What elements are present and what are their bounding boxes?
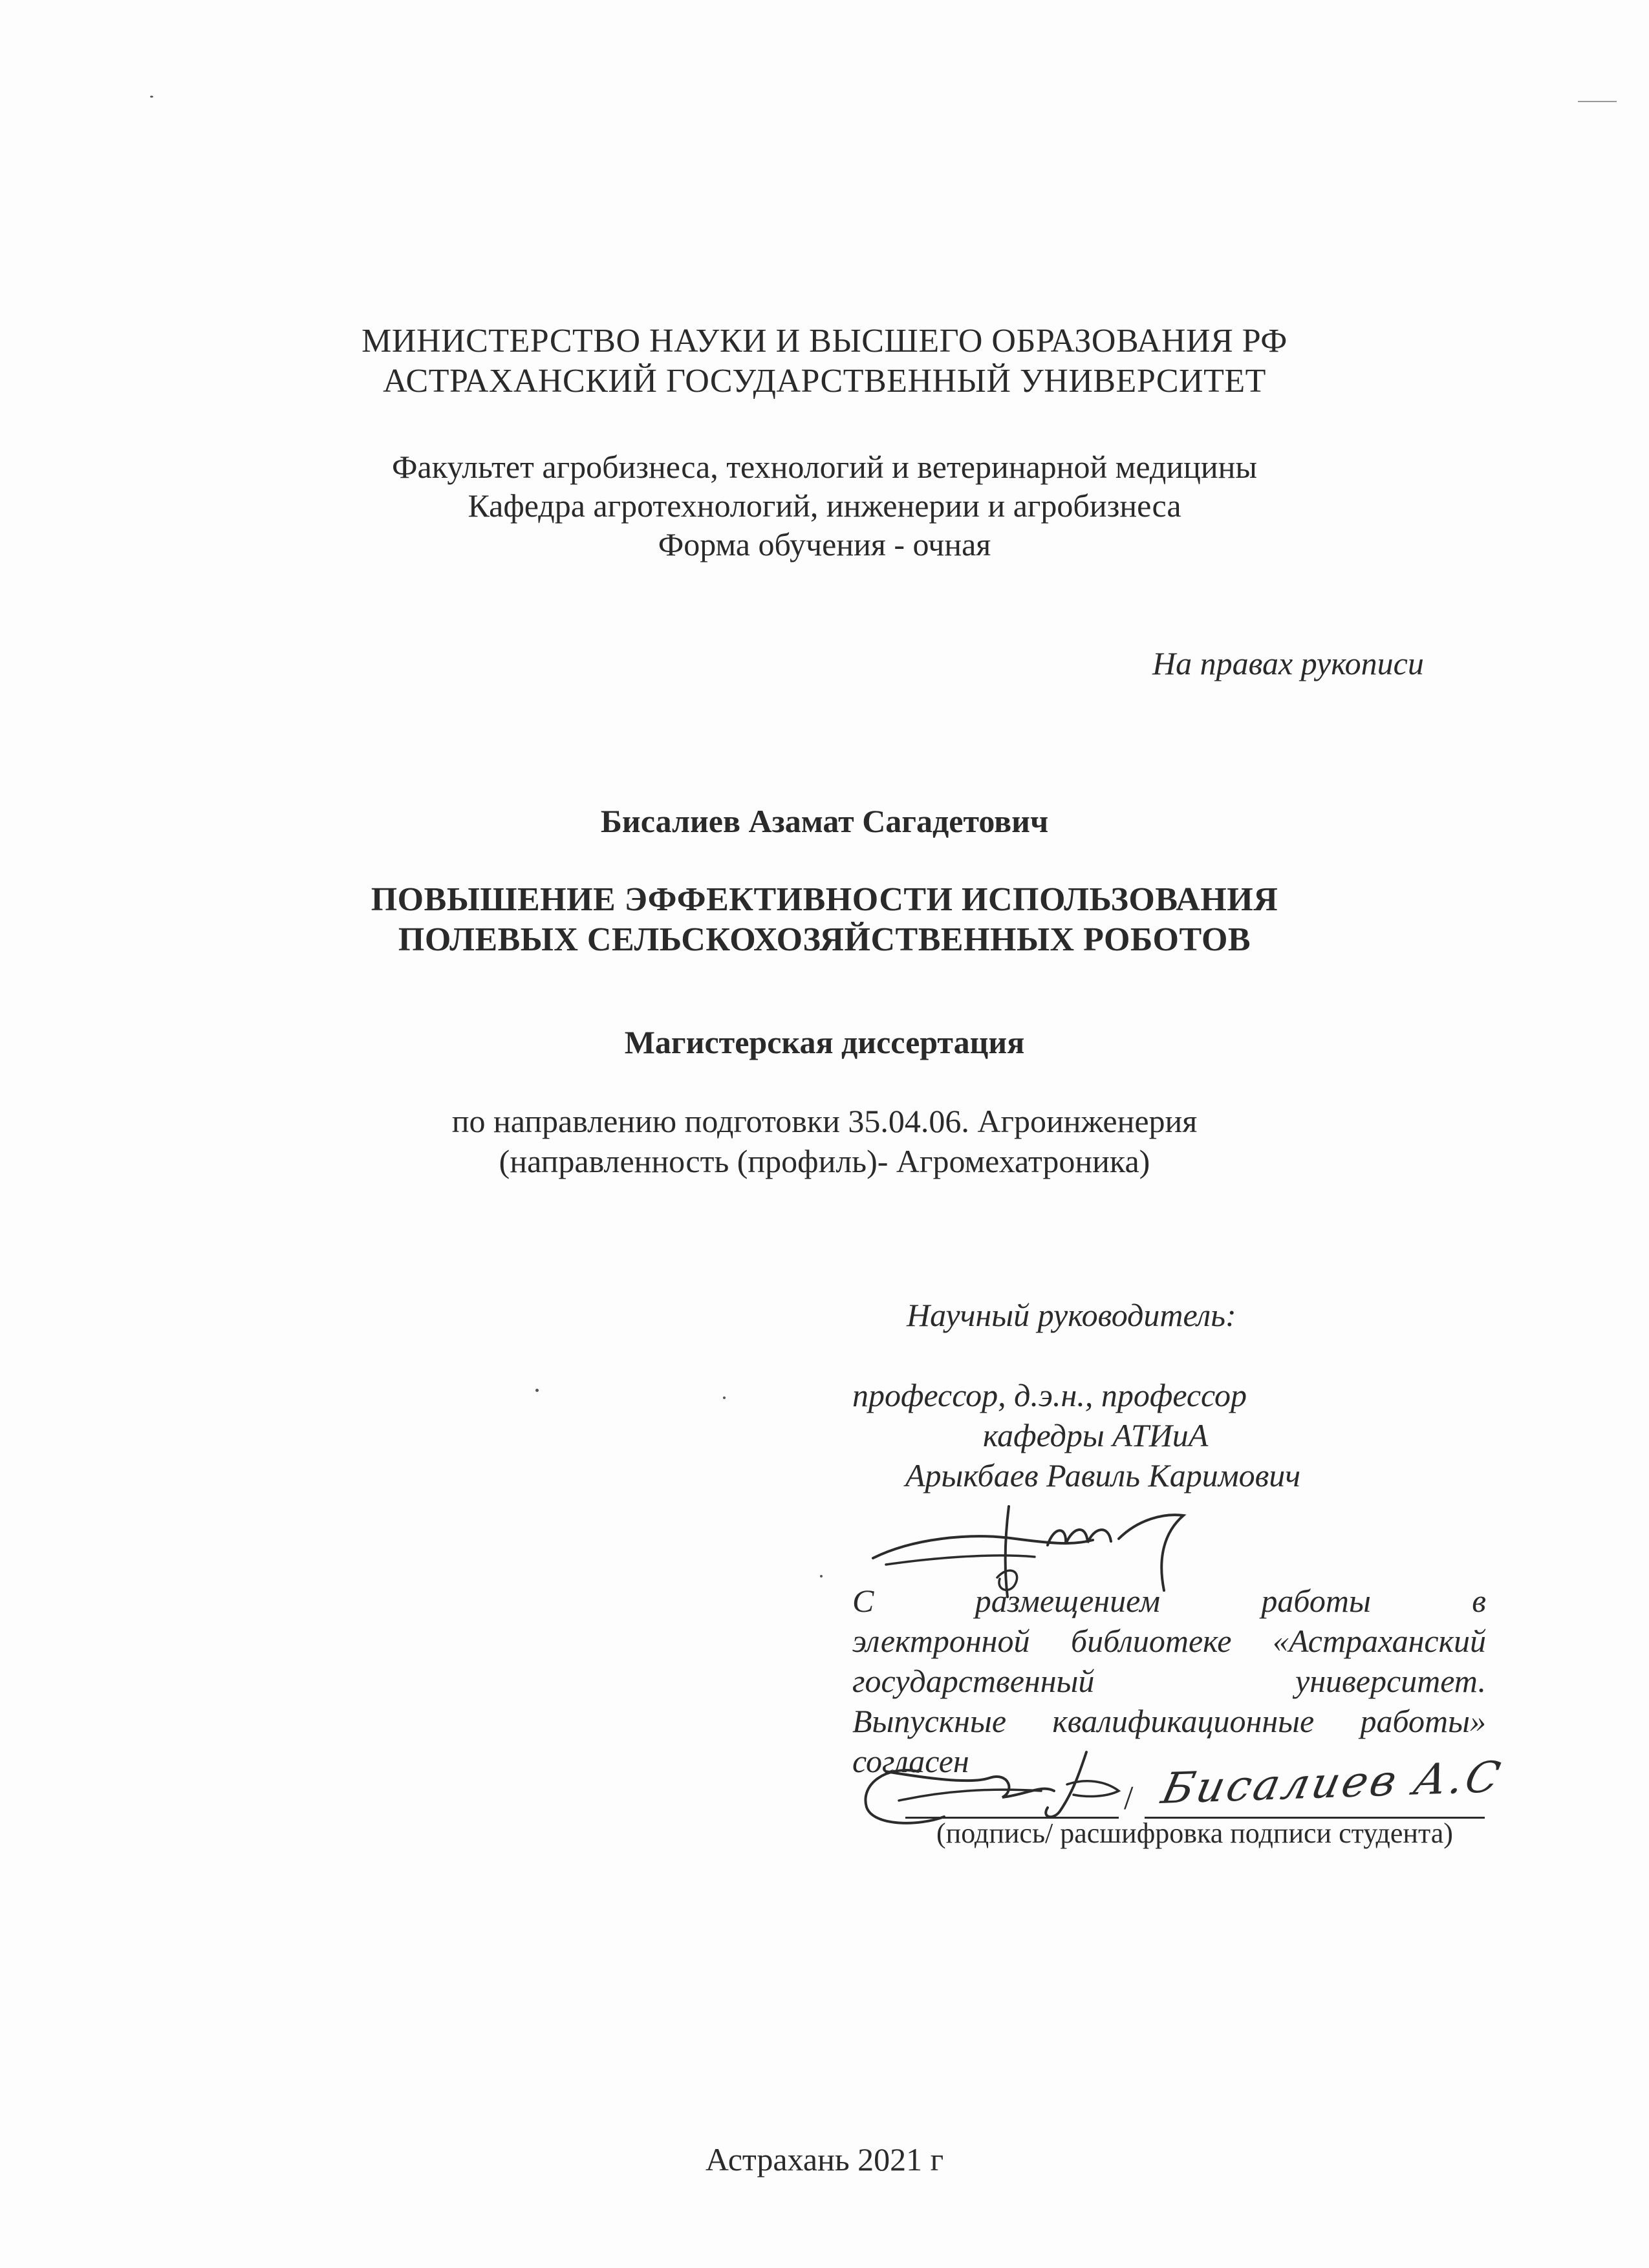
university-heading: АСТРАХАНСКИЙ ГОСУДАРСТВЕННЫЙ УНИВЕРСИТЕТ — [383, 363, 1266, 400]
consent-line-5: согласен — [852, 1743, 969, 1779]
scan-speck — [535, 1389, 539, 1392]
manuscript-note: На правах рукописи — [1152, 645, 1424, 681]
consent-word: государственный — [852, 1663, 1095, 1699]
consent-word: библиотеке — [1070, 1623, 1232, 1659]
department-line: Кафедра агротехнологий, инженерии и агробизнеса — [468, 487, 1181, 524]
consent-word: электронной — [852, 1623, 1030, 1659]
consent-word: С — [852, 1583, 874, 1619]
faculty-line: Факультет агробизнеса, технологий и ветеринарной медицины — [392, 449, 1257, 485]
consent-line-2 — [852, 1621, 1486, 1660]
supervisor-name: Арыкбаев Равиль Каримович — [905, 1457, 1301, 1493]
thesis-title-line-1: ПОВЫШЕНИЕ ЭФФЕКТИВНОСТИ ИСПОЛЬЗОВАНИЯ — [371, 881, 1278, 918]
scan-speck — [820, 1575, 823, 1578]
scan-speck — [1578, 101, 1617, 102]
consent-word: работы — [1261, 1583, 1371, 1619]
supervisor-position-2: кафедры АТИиА — [983, 1417, 1209, 1453]
consent-word: в — [1472, 1583, 1486, 1619]
ministry-heading: МИНИСТЕРСТВО НАУКИ И ВЫСШЕГО ОБРАЗОВАНИЯ РФ — [361, 323, 1288, 359]
scan-speck — [723, 1396, 726, 1399]
thesis-title-line-2: ПОЛЕВЫХ СЕЛЬСКОХОЗЯЙСТВЕННЫХ РОБОТОВ — [398, 921, 1251, 958]
city-year: Астрахань 2021 г — [705, 2141, 944, 2177]
direction-line-2: (направленность (профиль)- Агромехатроника) — [499, 1143, 1150, 1179]
supervisor-position-1: профессор, д.э.н., профессор — [852, 1377, 1247, 1413]
work-type: Магистерская диссертация — [624, 1024, 1025, 1060]
consent-line-4 — [852, 1702, 1486, 1740]
consent-word: университет. — [1295, 1663, 1486, 1699]
consent-word: «Астраханский — [1272, 1623, 1486, 1659]
signature-slash: / — [1124, 1780, 1134, 1817]
student-handwritten-name: Бисалиев А.С — [1157, 1751, 1507, 1814]
consent-word: работы» — [1360, 1703, 1486, 1739]
consent-line-3 — [852, 1662, 1486, 1700]
consent-word: Выпускные — [852, 1703, 1007, 1739]
consent-line-1 — [852, 1581, 1486, 1620]
scan-speck — [150, 96, 153, 98]
consent-word: квалификационные — [1052, 1703, 1315, 1739]
study-form-line: Форма обучения - очная — [658, 526, 991, 562]
direction-line-1: по направлению подготовки 35.04.06. Агроинженерия — [451, 1103, 1198, 1139]
supervisor-label: Научный руководитель: — [907, 1297, 1236, 1333]
student-signature-caption: (подпись/ расшифровка подписи студента) — [936, 1817, 1453, 1849]
consent-word: размещением — [975, 1583, 1160, 1619]
author-name: Бисалиев Азамат Сагадетович — [600, 803, 1049, 839]
